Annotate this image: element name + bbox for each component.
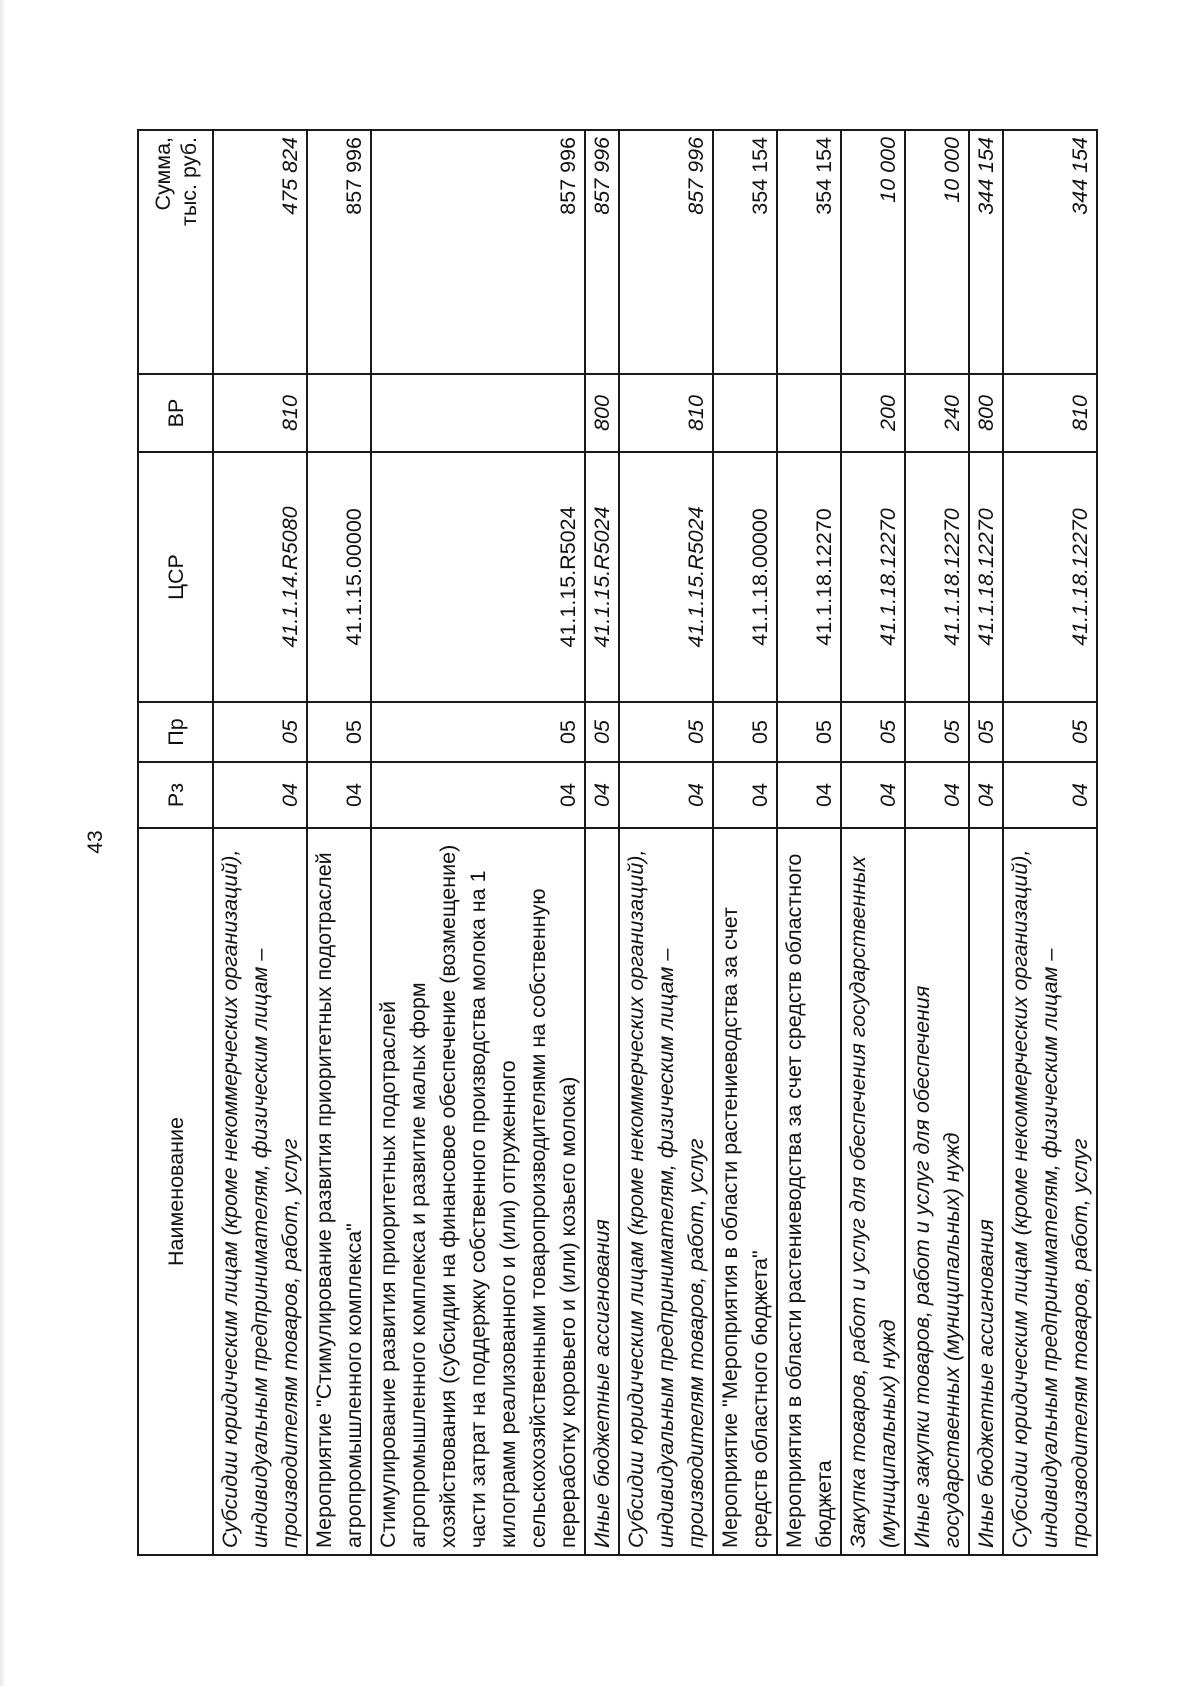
cell-vr: 810 — [1003, 374, 1097, 452]
cell-pr: 05 — [905, 702, 969, 762]
header-sum-line2: тыс. руб. — [176, 137, 201, 226]
cell-name: Иные бюджетные ассигнования — [969, 828, 1003, 1555]
cell-pr: 05 — [969, 702, 1003, 762]
cell-rz: 04 — [969, 762, 1003, 828]
header-row — [138, 130, 213, 1555]
cell-name: Мероприятие "Мероприятия в области растениеводства за счет средств областного бюджета" — [713, 828, 777, 1555]
cell-csr: 41.1.18.12270 — [905, 452, 969, 702]
cell-csr: 41.1.15.00000 — [307, 452, 371, 702]
cell-pr: 05 — [841, 702, 905, 762]
table-row — [713, 130, 777, 1555]
cell-csr: 41.1.15.R5024 — [585, 452, 619, 702]
cell-csr: 41.1.15.R5024 — [371, 452, 585, 702]
cell-rz: 04 — [307, 762, 371, 828]
table-row — [969, 130, 1003, 1555]
cell-vr: 800 — [969, 374, 1003, 452]
header-csr: ЦСР — [138, 452, 213, 702]
cell-rz: 04 — [713, 762, 777, 828]
cell-name: Субсидии юридическим лицам (кроме некоммерческих организаций), индивидуальным предпринимателям, физическим лицам – производителям товаров, работ, услуг — [619, 828, 713, 1555]
cell-vr: 240 — [905, 374, 969, 452]
cell-sum: 10 000 — [841, 130, 905, 374]
cell-pr: 05 — [1003, 702, 1097, 762]
cell-pr: 05 — [307, 702, 371, 762]
header-sum-line1: Сумма, — [150, 137, 175, 211]
table-row — [307, 130, 371, 1555]
table-body — [213, 130, 1097, 1555]
cell-name: Мероприятие "Стимулирование развития приоритетных подотраслей агропромышленного комплекса" — [307, 828, 371, 1555]
cell-name: Мероприятия в области растениеводства за счет средств областного бюджета — [777, 828, 841, 1555]
cell-sum: 857 996 — [307, 130, 371, 374]
cell-pr: 05 — [213, 702, 307, 762]
cell-vr: 800 — [585, 374, 619, 452]
scan-edge — [0, 0, 6, 1686]
cell-csr: 41.1.18.12270 — [777, 452, 841, 702]
cell-rz: 04 — [1003, 762, 1097, 828]
cell-sum: 10 000 — [905, 130, 969, 374]
cell-vr: 810 — [619, 374, 713, 452]
cell-pr: 05 — [713, 702, 777, 762]
cell-rz: 04 — [905, 762, 969, 828]
table-row — [619, 130, 713, 1555]
cell-name: Стимулирование развития приоритетных подотраслей агропромышленного комплекса и развитие малых форм хозяйствования (субсидии на финансовое обеспечение (возмещение) части затрат на поддержку собственного производства молока на 1 килограмм реализованного и (или) отгруженного сельскохозяйственными товаропроизводителями на собственную переработку коровьего и (или) козьего молока) — [371, 828, 585, 1555]
cell-name: Субсидии юридическим лицам (кроме некоммерческих организаций), индивидуальным предпринимателям, физическим лицам – производителям товаров, работ, услуг — [1003, 828, 1097, 1555]
cell-pr: 05 — [585, 702, 619, 762]
page-number: 43 — [84, 830, 107, 854]
cell-sum: 857 996 — [585, 130, 619, 374]
cell-sum: 857 996 — [619, 130, 713, 374]
cell-csr: 41.1.18.12270 — [841, 452, 905, 702]
cell-pr: 05 — [777, 702, 841, 762]
cell-sum: 354 154 — [713, 130, 777, 374]
rotated-page-content — [137, 131, 1092, 1556]
cell-name: Закупка товаров, работ и услуг для обеспечения государственных (муниципальных) нужд — [841, 828, 905, 1555]
table-row — [777, 130, 841, 1555]
budget-table — [137, 129, 1098, 1556]
cell-vr — [371, 374, 585, 452]
cell-csr: 41.1.18.12270 — [1003, 452, 1097, 702]
cell-sum: 344 154 — [969, 130, 1003, 374]
cell-csr: 41.1.14.R5080 — [213, 452, 307, 702]
cell-sum: 857 996 — [371, 130, 585, 374]
header-vr: ВР — [138, 374, 213, 452]
cell-rz: 04 — [585, 762, 619, 828]
header-sum — [138, 130, 213, 374]
cell-rz: 04 — [841, 762, 905, 828]
cell-vr: 810 — [213, 374, 307, 452]
cell-vr — [777, 374, 841, 452]
header-name: Наименование — [138, 828, 213, 1555]
cell-vr — [713, 374, 777, 452]
table-row — [1003, 130, 1097, 1555]
table-row — [905, 130, 969, 1555]
header-pr: Пр — [138, 702, 213, 762]
cell-vr — [307, 374, 371, 452]
cell-pr: 05 — [371, 702, 585, 762]
cell-rz: 04 — [371, 762, 585, 828]
cell-sum: 354 154 — [777, 130, 841, 374]
cell-csr: 41.1.18.12270 — [969, 452, 1003, 702]
cell-csr: 41.1.15.R5024 — [619, 452, 713, 702]
table-row — [371, 130, 585, 1555]
cell-rz: 04 — [777, 762, 841, 828]
cell-rz: 04 — [619, 762, 713, 828]
cell-csr: 41.1.18.00000 — [713, 452, 777, 702]
cell-sum: 344 154 — [1003, 130, 1097, 374]
cell-name: Иные закупки товаров, работ и услуг для обеспечения государственных (муниципальных) нужд — [905, 828, 969, 1555]
cell-sum: 475 824 — [213, 130, 307, 374]
cell-rz: 04 — [213, 762, 307, 828]
table-row — [585, 130, 619, 1555]
cell-pr: 05 — [619, 702, 713, 762]
cell-name: Субсидии юридическим лицам (кроме некоммерческих организаций), индивидуальным предпринимателям, физическим лицам – производителям товаров, работ, услуг — [213, 828, 307, 1555]
table-row — [841, 130, 905, 1555]
header-rz: Рз — [138, 762, 213, 828]
cell-vr: 200 — [841, 374, 905, 452]
cell-name: Иные бюджетные ассигнования — [585, 828, 619, 1555]
table-row — [213, 130, 307, 1555]
